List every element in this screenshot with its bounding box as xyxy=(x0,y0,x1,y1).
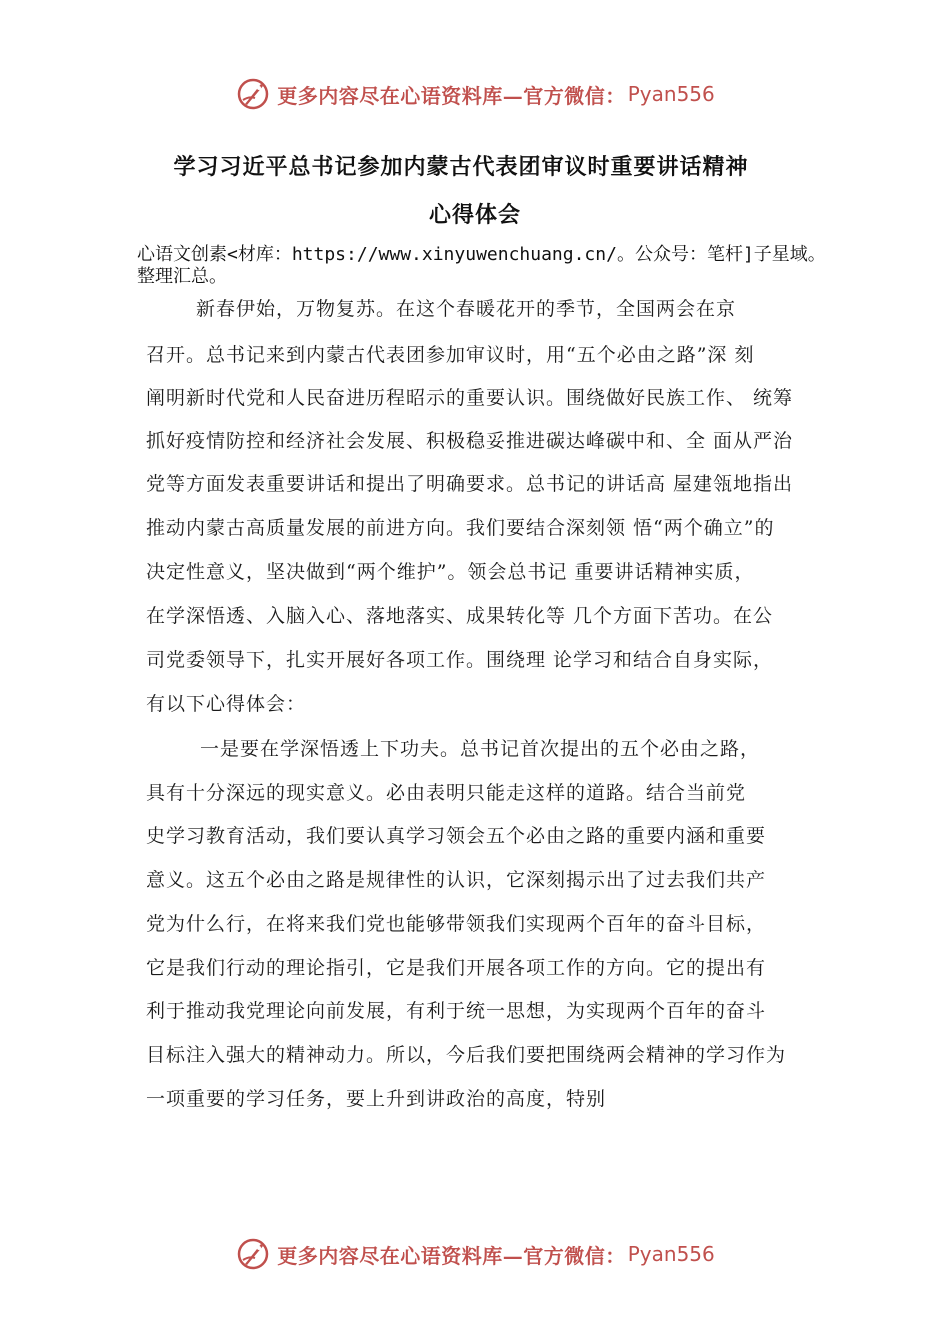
body-line: 司党委领导下，扎实开展好各项工作。围绕理 论学习和结合自身实际， xyxy=(146,649,774,671)
body-line: 有以下心得体会： xyxy=(146,693,307,715)
body-line: 一是要在学深悟透上下功夫。总书记首次提出的五个必由之路， xyxy=(200,738,761,760)
banner-contact: Pyan556 xyxy=(627,1242,715,1266)
body-line: 具有十分深远的现实意义。必由表明只能走这样的道路。结合当前党 xyxy=(146,782,747,804)
body-line: 推动内蒙古高质量发展的前进方向。我们要结合深刻领 悟“两个确立”的 xyxy=(146,517,775,539)
body-line: 在学深悟透、入脑入心、落地落实、成果转化等 几个方面下苦功。在公 xyxy=(146,605,774,627)
body-line: 意义。这五个必由之路是规律性的认识，它深刻揭示出了过去我们共产 xyxy=(146,869,767,891)
page-title-line-1: 学习习近平总书记参加内蒙古代表团审议时重要讲话精神 xyxy=(173,155,749,180)
body-line: 目标注入强大的精神动力。所以，今后我们要把围绕两会精神的学习作为 xyxy=(146,1044,787,1066)
body-line: 党为什么行，在将来我们党也能够带领我们实现两个百年的奋斗目标， xyxy=(146,913,767,935)
source-note: 心语文创素<材库：https://www.xinyuwenchuang.cn/。公众号：笔杆]子星域。整理汇总。 xyxy=(137,244,826,287)
body-line: 它是我们行动的理论指引，它是我们开展各项工作的方向。它的提出有 xyxy=(146,957,767,979)
body-line: 召开。总书记来到内蒙古代表团参加审议时，用“五个必由之路”深 刻 xyxy=(146,344,755,366)
footer-banner xyxy=(0,1232,950,1276)
quill-pen-logo-icon xyxy=(235,76,271,112)
page-title-line-2: 心得体会 xyxy=(428,203,521,228)
quill-pen-logo-icon xyxy=(235,1236,271,1272)
header-banner xyxy=(0,72,950,116)
banner-text: 更多内容尽在心语资料库—官方微信： xyxy=(277,1243,626,1268)
body-line: 新春伊始，万物复苏。在这个春暖花开的季节，全国两会在京 xyxy=(196,298,737,320)
body-line: 党等方面发表重要讲话和提出了明确要求。总书记的讲话高 屋建瓴地指出 xyxy=(146,473,794,495)
body-line: 阐明新时代党和人民奋进历程昭示的重要认识。围绕做好民族工作、 统筹 xyxy=(146,387,794,409)
body-line: 史学习教育活动，我们要认真学习领会五个必由之路的重要内涵和重要 xyxy=(146,825,767,847)
body-line: 抓好疫情防控和经济社会发展、积极稳妥推进碳达峰碳中和、全 面从严治 xyxy=(146,430,794,452)
body-line: 一项重要的学习任务，要上升到讲政治的高度，特别 xyxy=(146,1088,607,1110)
body-line: 决定性意义，坚决做到“两个维护”。领会总书记 重要讲话精神实质， xyxy=(146,561,755,583)
body-line: 利于推动我党理论向前发展，有利于统一思想，为实现两个百年的奋斗 xyxy=(146,1000,767,1022)
banner-contact: Pyan556 xyxy=(627,82,715,106)
banner-text: 更多内容尽在心语资料库—官方微信： xyxy=(277,83,626,108)
